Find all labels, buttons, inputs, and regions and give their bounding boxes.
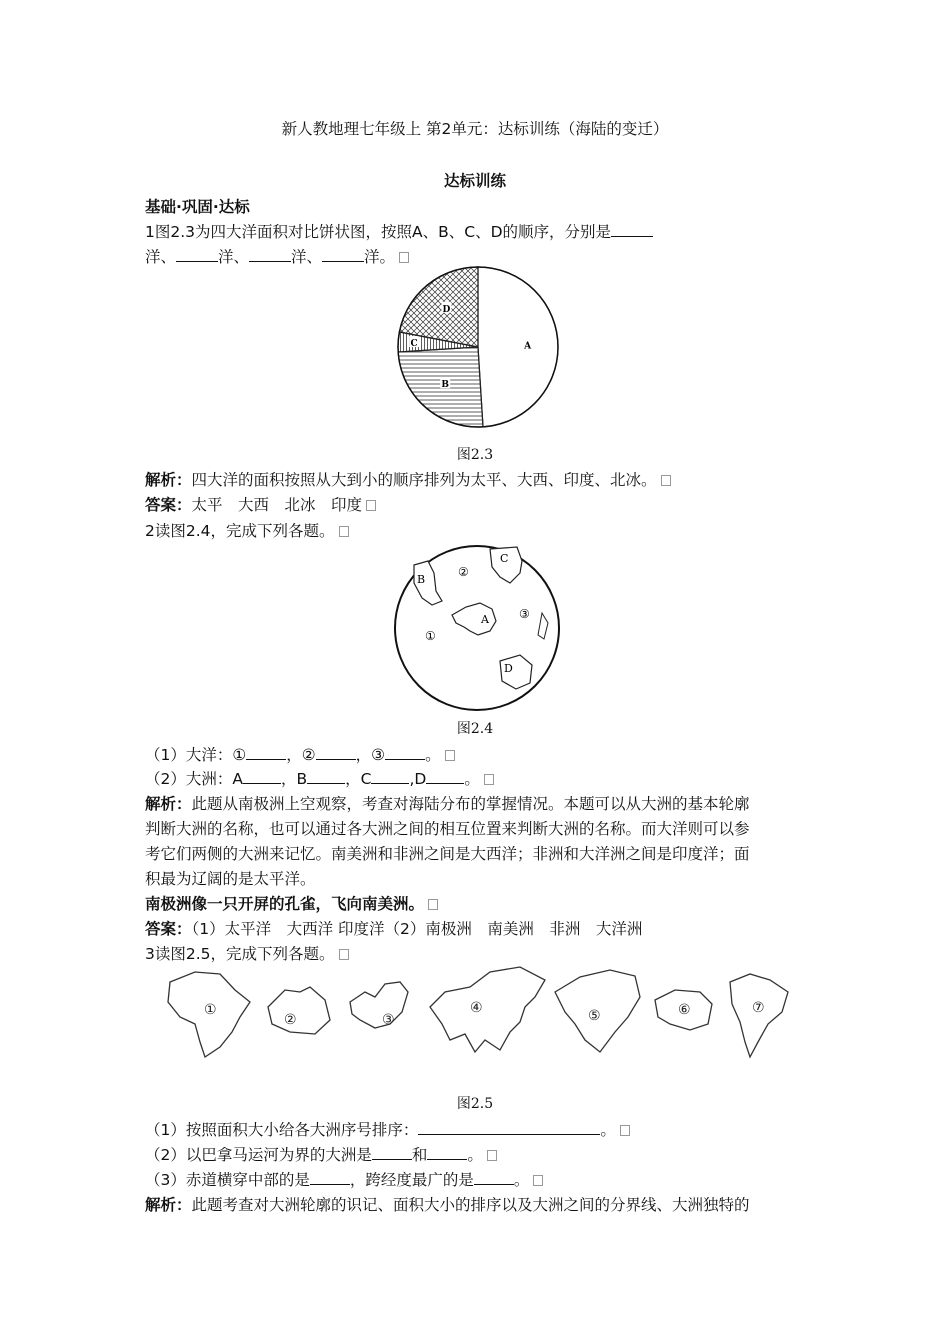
q2-sub2-sep: ,D: [409, 770, 427, 788]
answer-blank[interactable]: [372, 1145, 412, 1160]
map-label-B: B: [417, 573, 426, 586]
box-icon: [620, 1125, 630, 1136]
antarctic-polar-map: [392, 543, 562, 713]
q3-analysis: [145, 1193, 750, 1215]
q3-sub2-end: 。: [467, 1146, 483, 1164]
q3-sub3-text: （3）赤道横穿中部的是: [145, 1171, 310, 1189]
q3-sub3-sep: ，跨经度最广的是: [349, 1171, 474, 1189]
answer-blank[interactable]: [418, 1120, 600, 1135]
analysis-label: 解析：: [145, 1196, 192, 1214]
q3-sub2-sep: 和: [411, 1146, 428, 1164]
map-label-1: ①: [425, 629, 436, 643]
map-label-3: ③: [519, 607, 530, 621]
box-icon: [339, 526, 349, 537]
q2-analysis-2: 判断大洲的名称，也可以通过各大洲之间的相互位置来判断大洲的名称。而大洋则可以参: [145, 820, 750, 838]
answer-blank[interactable]: [322, 247, 364, 262]
q3-sub3: [145, 1168, 543, 1190]
continent-number-7: ⑦: [752, 1000, 765, 1016]
section-heading: 达标训练: [443, 172, 506, 190]
q3-sub2-text: （2）以巴拿马运河为界的大洲是: [145, 1146, 372, 1164]
analysis-label: 解析：: [145, 471, 192, 489]
continent-europe: [350, 982, 408, 1028]
q2-sub2-sep: ，B: [280, 770, 308, 788]
analysis-label: 解析：: [145, 795, 192, 813]
q1-analysis: [145, 468, 671, 490]
analysis-text: 此题考查对大洲轮廓的识记、面积大小的排序以及大洲之间的分界线、大洲独特的: [191, 1196, 750, 1214]
answer-blank[interactable]: [246, 745, 286, 760]
answer-blank[interactable]: [371, 769, 409, 784]
answer-blank[interactable]: [385, 745, 425, 760]
map-label-A: A: [481, 613, 489, 626]
ocean-area-pie-chart: [393, 262, 563, 432]
answer-blank[interactable]: [316, 745, 356, 760]
answer-text: （1）太平洋 大西洋 印度洋（2）南极洲 南美洲 非洲 大洋洲: [191, 920, 643, 938]
pie-slice-A: [478, 267, 558, 427]
continent-number-2: ②: [284, 1012, 297, 1028]
analysis-text: 四大洋的面积按照从大到小的顺序排列为太平、大西、印度、北冰。: [191, 471, 657, 489]
answer-blank[interactable]: [427, 1145, 467, 1160]
box-icon: [428, 899, 438, 910]
continent-number-3: ③: [382, 1012, 395, 1028]
answer-blank[interactable]: [176, 247, 218, 262]
q2-sub1-sep: ，③: [355, 746, 386, 764]
box-icon: [484, 774, 494, 785]
q3-sub3-end: 。: [513, 1171, 530, 1189]
box-icon: [487, 1150, 497, 1161]
pie-label-B: B: [441, 380, 450, 391]
q2-question: [145, 519, 349, 541]
box-icon: [339, 949, 349, 960]
continent-number-1: ①: [204, 1002, 217, 1018]
box-icon: [533, 1175, 543, 1186]
fig-caption-2-4: 图2.4: [456, 721, 494, 737]
q2-sub2-end: 。: [464, 770, 480, 788]
continent-number-6: ⑥: [678, 1002, 691, 1018]
q2-analysis-1: [145, 792, 750, 814]
q3-text: 3读图2.5，完成下列各题。: [145, 945, 335, 963]
q2-sub1: [145, 743, 455, 765]
q1-question: [145, 220, 653, 242]
q2-text: 2读图2.4，完成下列各题。: [145, 522, 335, 540]
answer-blank[interactable]: [426, 769, 464, 784]
continent-asia: [430, 967, 545, 1052]
pie-label-D: D: [442, 304, 451, 315]
answer-blank[interactable]: [474, 1170, 514, 1185]
q1-seg2: 洋、: [291, 248, 323, 266]
continents-outline-figure: [160, 962, 800, 1062]
map-label-C: C: [500, 552, 509, 565]
q1-text: 1图2.3为四大洋面积对比饼状图，按照A、B、C、D的顺序，分别是: [145, 223, 612, 241]
q1-text-b: 洋、: [145, 248, 177, 266]
q2-sub1-sep: ，②: [286, 746, 316, 764]
q3-sub1: [145, 1118, 630, 1140]
fig-caption-2-3: 图2.3: [456, 447, 494, 463]
q3-question: [145, 942, 349, 964]
pie-label-C: C: [410, 338, 418, 349]
q1-question-cont: [145, 245, 409, 267]
map-label-2: ②: [458, 565, 469, 579]
q3-sub1-end: 。: [600, 1121, 616, 1139]
pie-label-A: A: [524, 341, 532, 352]
box-icon: [445, 750, 455, 761]
answer-blank[interactable]: [249, 247, 291, 262]
subsection-heading: 基础·巩固·达标: [145, 198, 250, 216]
box-icon: [661, 475, 671, 486]
q2-analysis-4: 积最为辽阔的是太平洋。: [145, 870, 316, 888]
answer-label: 答案：: [145, 496, 192, 514]
fig-caption-2-5: 图2.5: [456, 1096, 494, 1112]
q3-sub1-text: （1）按照面积大小给各大洲序号排序：: [145, 1121, 419, 1139]
answer-blank[interactable]: [243, 769, 281, 784]
q2-answer: [145, 917, 642, 939]
tip-text: 南极洲像一只开屏的孔雀，飞向南美洲。: [145, 895, 425, 913]
continent-number-5: ⑤: [588, 1008, 601, 1024]
analysis-text: 此题从南极洲上空观察，考查对海陆分布的掌握情况。本题可以从大洲的基本轮廓: [191, 795, 750, 813]
answer-text: 太平 大西 北冰 印度: [191, 496, 363, 514]
q1-answer: [145, 493, 376, 515]
answer-blank[interactable]: [307, 769, 345, 784]
answer-label: 答案：: [145, 920, 192, 938]
map-label-D: D: [504, 662, 513, 675]
q2-sub2-text: （2）大洲：A: [145, 770, 243, 788]
q2-sub1-end: 。: [425, 746, 441, 764]
answer-blank[interactable]: [611, 222, 653, 237]
q1-seg3: 洋。: [364, 248, 396, 266]
continent-oceania: [268, 987, 330, 1034]
q2-sub2-sep: ，C: [345, 770, 372, 788]
q3-sub2: [145, 1143, 497, 1165]
q2-sub1-text: （1）大洋：①: [145, 746, 247, 764]
q2-sub2: [145, 767, 494, 789]
q2-analysis-3: 考它们两侧的大洲来记忆。南美洲和非洲之间是大西洋；非洲和大洋洲之间是印度洋；面: [145, 845, 750, 863]
answer-blank[interactable]: [310, 1170, 350, 1185]
box-icon: [366, 500, 376, 511]
continent-number-4: ④: [470, 1000, 483, 1016]
q2-tip: [145, 892, 438, 914]
q1-seg1: 洋、: [218, 248, 250, 266]
page-title: 新人教地理七年级上 第2单元：达标训练（海陆的变迁）: [281, 120, 669, 138]
